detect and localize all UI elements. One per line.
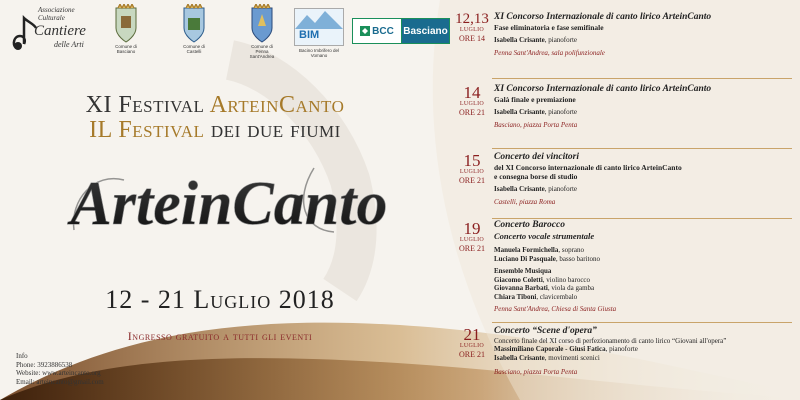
bcc-name: Basciano <box>402 19 449 43</box>
bim-caption: Bacino Imbrifero del Vomano <box>298 48 340 58</box>
event-location: Penna Sant'Andrea, Chiesa di Santa Giusta <box>494 305 617 313</box>
info-phone: Phone: 3923886538 <box>16 360 73 369</box>
event-subtitle: del XI Concorso internazionale di canto lirico ArteinCanto <box>494 163 682 172</box>
performer-role: , violino barocco <box>542 275 591 284</box>
title-line2-a: IL Festival <box>89 117 211 143</box>
performer-name: Manuela Formichella <box>494 246 559 254</box>
event-time: ORE 21 <box>459 244 485 253</box>
performer-role: , pianoforte <box>605 345 638 353</box>
festival-title-line2 <box>0 117 430 144</box>
association-line4: delle Arti <box>54 40 84 49</box>
event-details <box>494 326 799 377</box>
crest-caption: Comune di Basciano <box>115 44 137 54</box>
performer-name: Giacomo Coletti <box>494 275 543 284</box>
event-date <box>452 326 492 359</box>
performer-role: , pianoforte <box>544 108 578 116</box>
event-title: XI Concorso Internazionale di canto lirico ArteinCanto <box>494 12 712 22</box>
association-line1: Associazione <box>38 6 75 14</box>
divider <box>492 218 792 219</box>
event-day: 19 <box>463 219 481 238</box>
divider <box>492 78 792 79</box>
event-performer <box>494 185 799 194</box>
mountain-icon <box>295 9 343 29</box>
arteincanto-logo <box>64 160 394 240</box>
performer-name: Luciano Di Pasquale <box>494 254 556 263</box>
crest-icon <box>248 4 276 44</box>
performer-role: , clavicembalo <box>536 292 578 301</box>
event-details <box>494 84 799 130</box>
bim-logo <box>294 8 344 60</box>
performer-name: Massimiliano Caporale - Giusi Fatica <box>494 345 606 353</box>
association-logo <box>8 6 100 60</box>
event-performer <box>494 293 799 302</box>
event-month: LUGLIO <box>459 343 485 349</box>
crest-icon <box>180 4 208 44</box>
event-performer <box>494 267 799 276</box>
event-day: 21 <box>463 325 481 344</box>
event-performer <box>494 276 799 285</box>
event-performer <box>494 36 799 45</box>
title-line2-b: dei due fiumi <box>210 117 341 143</box>
divider <box>492 148 792 149</box>
event-date <box>452 12 492 43</box>
crest-caption: Comune di Penna Sant'Andrea <box>249 44 275 59</box>
performer-name: Giovanna Barbati <box>494 284 548 292</box>
bcc-mark-icon <box>360 26 370 36</box>
performer-name: Ensemble Musiqua <box>494 267 552 275</box>
title-line1-a: XI Festival <box>85 92 210 118</box>
divider <box>492 322 792 323</box>
event-month: LUGLIO <box>459 27 485 33</box>
association-line2: Culturale <box>38 14 65 22</box>
performer-name: Chiara Tiboni <box>494 292 537 301</box>
info-heading: Info <box>16 352 28 360</box>
event-subtitle: Galà finale e premiazione <box>494 95 576 104</box>
performer-name: Isabella Crisante <box>494 36 545 44</box>
event-details <box>494 152 799 207</box>
penna-crest <box>244 4 280 64</box>
event-time: ORE 21 <box>459 350 485 359</box>
event-day: 12,13 <box>455 11 489 27</box>
event-day: 15 <box>463 151 481 170</box>
crest-caption: Comune di Castelli <box>183 44 205 54</box>
event-performer <box>494 108 799 117</box>
event-date <box>452 220 492 253</box>
performer-role: , soprano <box>558 246 585 254</box>
event-location: Basciano, piazza Porta Penta <box>494 120 578 129</box>
event-performer <box>494 246 799 255</box>
castelli-crest <box>176 4 212 64</box>
event-location: Basciano, piazza Porta Penta <box>494 368 578 376</box>
event-subtitle: Concerto vocale strumentale <box>494 231 595 241</box>
event-title: Concerto Barocco <box>494 220 565 230</box>
performer-role: , pianoforte <box>544 36 578 44</box>
title-line1-b: ArteinCanto <box>209 92 345 118</box>
event-title: XI Concorso Internazionale di canto lirico ArteinCanto <box>494 84 712 94</box>
logo-word-text: ArteinCanto <box>70 170 388 238</box>
performer-name: Isabella Crisante <box>494 353 545 362</box>
performer-role: , movimenti scenici <box>544 353 600 362</box>
bim-text: BIM <box>299 29 320 41</box>
event-month: LUGLIO <box>459 237 485 243</box>
event-details <box>494 12 799 58</box>
event-subtitle: Fase eliminatoria e fase semifinale <box>494 23 604 32</box>
event-location: Castelli, piazza Roma <box>494 197 556 206</box>
event-details <box>494 220 799 314</box>
performer-role: , pianoforte <box>544 185 578 193</box>
contact-info <box>16 352 104 386</box>
performer-name: Isabella Crisante <box>494 185 545 193</box>
festival-title-line1 <box>0 92 430 119</box>
event-performer <box>494 284 799 293</box>
festival-dates: 12 - 21 Luglio 2018 <box>105 285 335 314</box>
event-time: ORE 21 <box>459 176 485 185</box>
association-line3: Cantiere <box>34 23 86 39</box>
free-entry-note: Ingresso gratuito a tutti gli eventi <box>127 329 313 343</box>
event-date <box>452 84 492 117</box>
performer-name: Isabella Crisante <box>494 108 545 116</box>
event-day: 14 <box>463 83 481 102</box>
event-performer <box>494 354 799 363</box>
event-subtitle: Concerto finale del XI corso di perfezionamento di canto lirico “Giovani all'opera” <box>494 337 727 345</box>
info-website: Website: www.arteincanto.org <box>16 369 101 377</box>
crest-icon <box>112 4 140 44</box>
event-title: Concerto “Scene d'opera” <box>494 326 597 336</box>
event-time: ORE 21 <box>459 108 485 117</box>
event-performer <box>494 345 799 354</box>
event-title: Concerto dei vincitori <box>494 152 579 162</box>
event-month: LUGLIO <box>459 101 485 107</box>
info-email: Email: arteincanto@gmail.com <box>16 377 104 386</box>
event-month: LUGLIO <box>459 169 485 175</box>
event-location: Penna Sant'Andrea, sala polifunzionale <box>494 48 605 57</box>
event-subtitle: e consegna borse di studio <box>494 172 578 181</box>
bcc-mark: BCC <box>372 25 394 37</box>
basciano-crest <box>108 4 144 64</box>
sponsor-logos <box>8 4 458 64</box>
performer-role: , viola da gamba <box>547 284 595 292</box>
bcc-logo <box>352 18 450 44</box>
event-date <box>452 152 492 185</box>
performer-role: , basso baritono <box>555 254 600 263</box>
event-time: ORE 14 <box>459 34 485 43</box>
event-performer <box>494 255 799 264</box>
